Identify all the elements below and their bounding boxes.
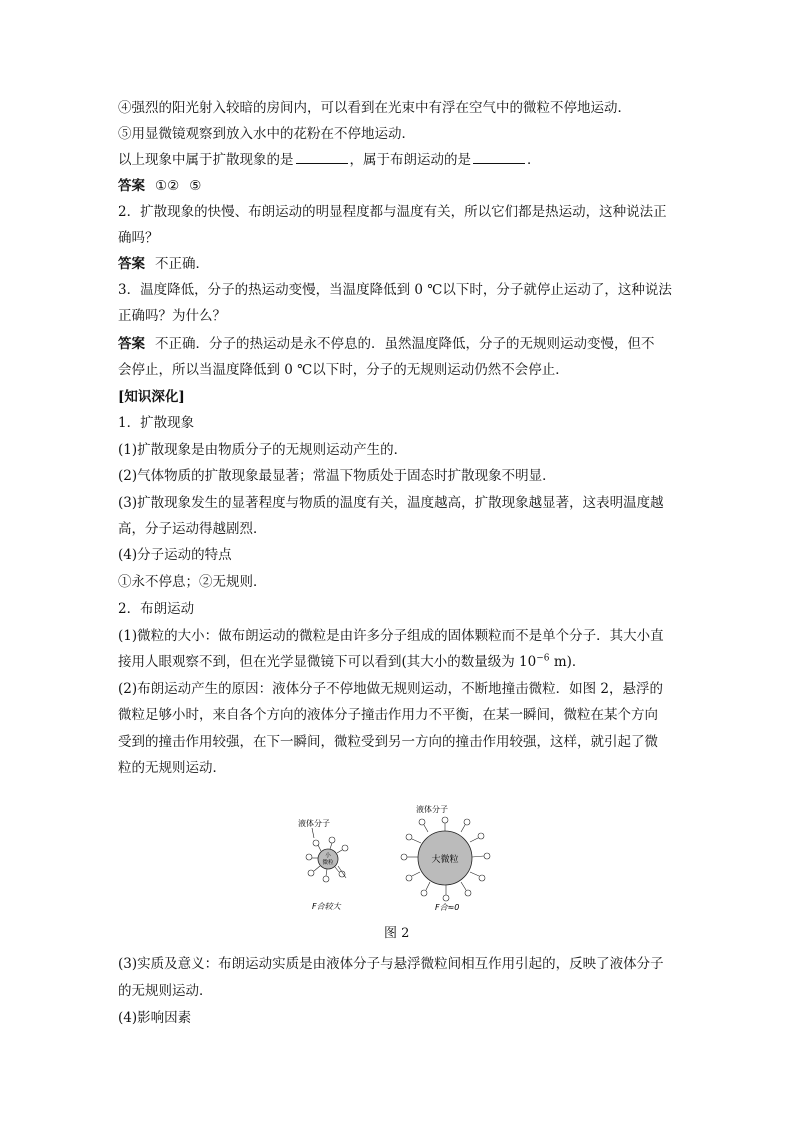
s21-exp: −6 [536,653,550,664]
question-1 [118,150,541,170]
answer-3-text: 不正确．分子的热运动是永不停息的．虽然温度降低，分子的无规则运动变慢，但不 [155,336,655,352]
answer-3 [118,334,655,354]
knowledge-heading: [知识深化] [118,389,185,405]
section-2-item-2-line3: 受到的撞击作用较强，在下一瞬间，微粒受到另一方向的撞击作用较强，这样，就引起了微 [118,734,658,750]
answer-3-line2: 会停止，所以当温度降低到 0 ℃以下时，分子的无规则运动仍然不会停止． [118,362,569,378]
left-liquid-label: 液体分子 [298,819,330,828]
brownian-motion-figure [290,800,505,922]
answer-blank-2[interactable] [473,150,525,164]
answer-label: 答案 [118,178,145,194]
answer-label: 答案 [118,256,145,272]
question-2-line2: 确吗？ [118,230,159,246]
section-2-title: 2．布朗运动 [118,601,195,617]
section-2-item-2-line4: 粒的无规则运动． [118,760,226,776]
section-1-item-4: (4)分子运动的特点 [118,547,232,563]
large-particle-label: 大微粒 [431,855,459,865]
left-force-label: F合较大 [312,902,341,911]
section-2-item-3-line2: 的无规则运动． [118,983,213,999]
s21-post: m)． [549,654,586,670]
section-1-item-3-line2: 高，分子运动得越剧烈． [118,521,267,537]
section-2-item-3-line1: (3)实质及意义：布朗运动实质是由液体分子与悬浮微粒间相互作用引起的，反映了液体分子 [118,956,664,972]
section-2-item-4: (4)影响因素 [118,1010,192,1026]
answer-2 [118,254,209,274]
question-3-line1: 3．温度降低，分子的热运动变慢，当温度降低到 0 ℃以下时，分子就停止运动了，这种说法 [118,282,672,298]
line-4: ④强烈的阳光射入较暗的房间内，可以看到在光束中有浮在空气中的微粒不停地运动． [118,100,631,116]
answer-1-part1: ①② [155,178,180,194]
section-2-item-1-line2 [118,652,585,672]
q1-text-c: ． [527,152,541,168]
answer-label: 答案 [118,336,145,352]
answer-1 [118,176,201,196]
answer-blank-1[interactable] [296,150,348,164]
q1-text-a: 以上现象中属于扩散现象的是 [118,152,294,168]
small-particle [318,849,338,869]
answer-1-part2: ⑤ [189,178,202,194]
small-particle-label-2: 微粒 [322,860,334,866]
right-liquid-label: 液体分子 [416,805,448,814]
answer-2-text: 不正确． [155,256,209,272]
section-1-item-4-content: ①永不停息；②无规则． [118,574,267,590]
line-5: ⑤用显微镜观察到放入水中的花粉在不停地运动． [118,126,415,142]
section-1-item-2: (2)气体物质的扩散现象最显著；常温下物质处于固态时扩散现象不明显． [118,468,556,484]
question-3-line2: 正确吗？为什么？ [118,308,226,324]
small-particle-label-1: 小 [325,853,331,859]
figure-caption: 图 2 [384,926,410,941]
s21-pre: 接用人眼观察不到，但在光学显微镜下可以看到(其大小的数量级为 10 [118,654,537,670]
section-1-title: 1．扩散现象 [118,415,195,431]
section-1-item-3-line1: (3)扩散现象发生的显著程度与物质的温度有关，温度越高，扩散现象越显著，这表明温度越 [118,495,664,511]
q1-text-b: ，属于布朗运动的是 [349,152,471,168]
question-2-line1: 2．扩散现象的快慢、布朗运动的明显程度都与温度有关，所以它们都是热运动，这种说法正 [118,204,667,220]
right-force-label: F合≈0 [435,903,460,912]
section-2-item-2-line2: 微粒足够小时，来自各个方向的液体分子撞击作用力不平衡，在某一瞬间，微粒在某个方向 [118,707,658,723]
section-2-item-1-line1: (1)微粒的大小：做布朗运动的微粒是由许多分子组成的固体颗粒而不是单个分子．其大小直 [118,628,664,644]
section-1-item-1: (1)扩散现象是由物质分子的无规则运动产生的． [118,442,408,458]
section-2-item-2-line1: (2)布朗运动产生的原因：液体分子不停地做无规则运动，不断地撞击微粒．如图 2，悬浮的 [118,681,664,697]
